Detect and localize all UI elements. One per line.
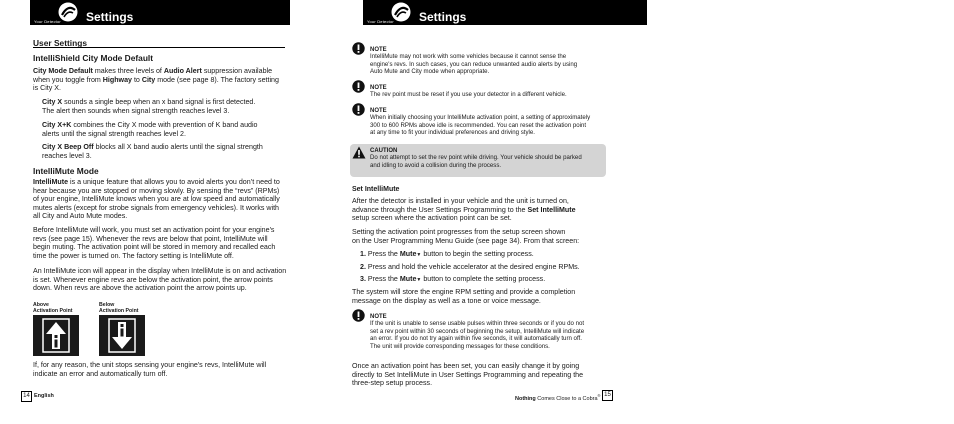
paragraph-setup: After the detector is installed in your vehicle and the unit is turned on, advance through the User Settings Programming to the Set IntelliMute setup screen where the activation point can be set. — [352, 197, 576, 223]
label-below: Below Activation Point — [99, 302, 139, 314]
heading-city-mode: IntelliShield City Mode Default — [33, 53, 154, 63]
caution-text: CAUTION Do not attempt to set the rev point while driving. Your vehicle should be parked and idling to avoid a collision during the process. — [370, 148, 582, 169]
note-icon — [352, 309, 365, 322]
down-triangle-icon: ▼ — [416, 252, 422, 258]
step-2: 2. Press and hold the vehicle accelerator at the desired engine RPMs. — [360, 263, 580, 271]
note-icon — [352, 103, 365, 116]
paragraph-error: If, for any reason, the unit stops sensing your engine's revs, IntelliMute will indicate an error and automatically turn off. — [33, 361, 267, 378]
section-title: User Settings — [33, 38, 87, 48]
section-rule — [33, 47, 285, 48]
page-15 — [343, 0, 654, 424]
paragraph-store: The system will store the engine RPM setting and provide a completion message on the display as well as a tone or voice message. — [352, 288, 576, 305]
page-number: 14 — [21, 391, 32, 402]
page-header — [30, 0, 290, 25]
item-city-x-beep-off: City X Beep Off blocks all X band audio alerts until the signal strength reaches level 3. — [42, 143, 263, 160]
note-1: NOTE IntelliMute may not work with some vehicles because it cannot sense the engine's revs. In such cases, you can reduce unwanted audio alerts by using Auto Mute and City mode when appropriate. — [370, 47, 578, 76]
note-icon — [352, 80, 365, 93]
page-header — [363, 0, 647, 25]
item-city-xk: City X+K combines the City X mode with prevention of K band audio alerts until the signal strength reaches level 2. — [42, 121, 258, 138]
footer-language: English — [34, 393, 54, 399]
label-above: Above Activation Point — [33, 302, 73, 314]
arrow-down-icon — [99, 315, 145, 356]
paragraph-city-mode: City Mode Default makes three levels of Audio Alert suppression available when you toggle from Highway to City mode (see page 8). The factory setting is City X. — [33, 67, 279, 93]
step-1: 1. Press the Mute▼ button to begin the setting process. — [360, 250, 534, 258]
paragraph-intellimute: IntelliMute is a unique feature that allows you to avoid alerts you don’t need to hear because you are stopped or moving slowly. By sensing the “revs” (RPMs) of your engine, IntelliMute knows when you are at low speed and automatically mutes alerts (except for strobe signals from emergency vehicles). It works with all City and Auto Mute modes. — [33, 178, 280, 221]
header-title: Settings — [86, 10, 134, 24]
note-3: NOTE When initially choosing your IntelliMute activation point, a setting of approximately 300 to 600 RPMs above idle is recommended. You can reset the activation point at any time to fit your individual preferences and driving style. — [370, 108, 591, 137]
step-3: 3. Press the Mute▼ button to complete the setting process. — [360, 275, 546, 283]
note-4: NOTE If the unit is unable to sense usable pulses within three seconds or if you do not set a rev point within 30 seconds of beginning the setup, IntelliMute will indicate an error. If you do not try again within five seconds, it will automatically turn off. The unit will provide corresponding messages for these conditions. — [370, 314, 585, 350]
header-subtitle: Your Detector — [34, 19, 61, 24]
paragraph-icon: An IntelliMute icon will appear in the display when IntelliMute is on and activation is set. Whenever engine revs are below the activation point, the arrow points down. When revs are above the activation point the arrow points up. — [33, 267, 287, 293]
indicator-below — [99, 315, 145, 356]
paragraph-progress: Setting the activation point progresses from the setup screen shown on the User Programming Menu Guide (see page 34). From that screen: — [352, 228, 580, 245]
heading-set-intellimute: Set IntelliMute — [352, 186, 400, 193]
caution-icon — [352, 146, 366, 159]
note-2: NOTE The rev point must be reset if you use your detector in a different vehicle. — [370, 85, 567, 98]
paragraph-activation: Before IntelliMute will work, you must set an activation point for your engine's revs (see page 15). Whenever the revs are below that point, IntelliMute will begin muting. The activation point will be stored in memory and recalled each time the power is turned on. The factory setting is IntelliMute off. — [33, 226, 276, 260]
indicator-above — [33, 315, 79, 356]
item-city-x: City X sounds a single beep when an x band signal is first detected. The alert then sounds when signal strength reaches level 3. — [42, 98, 256, 115]
down-triangle-icon: ▼ — [416, 277, 422, 283]
footer-tagline: Nothing Comes Close to a Cobra® — [515, 393, 601, 402]
header-title: Settings — [419, 10, 467, 24]
arrow-up-icon — [33, 315, 79, 356]
note-icon — [352, 42, 365, 55]
page-number: 15 — [602, 390, 613, 401]
paragraph-change: Once an activation point has been set, you can easily change it by going directly to Set IntelliMute in User Settings Programming and repeating the three-step setup process. — [352, 362, 584, 388]
header-subtitle: Your Detector — [367, 19, 394, 24]
heading-intellimute: IntelliMute Mode — [33, 166, 99, 176]
page-14 — [0, 0, 300, 424]
